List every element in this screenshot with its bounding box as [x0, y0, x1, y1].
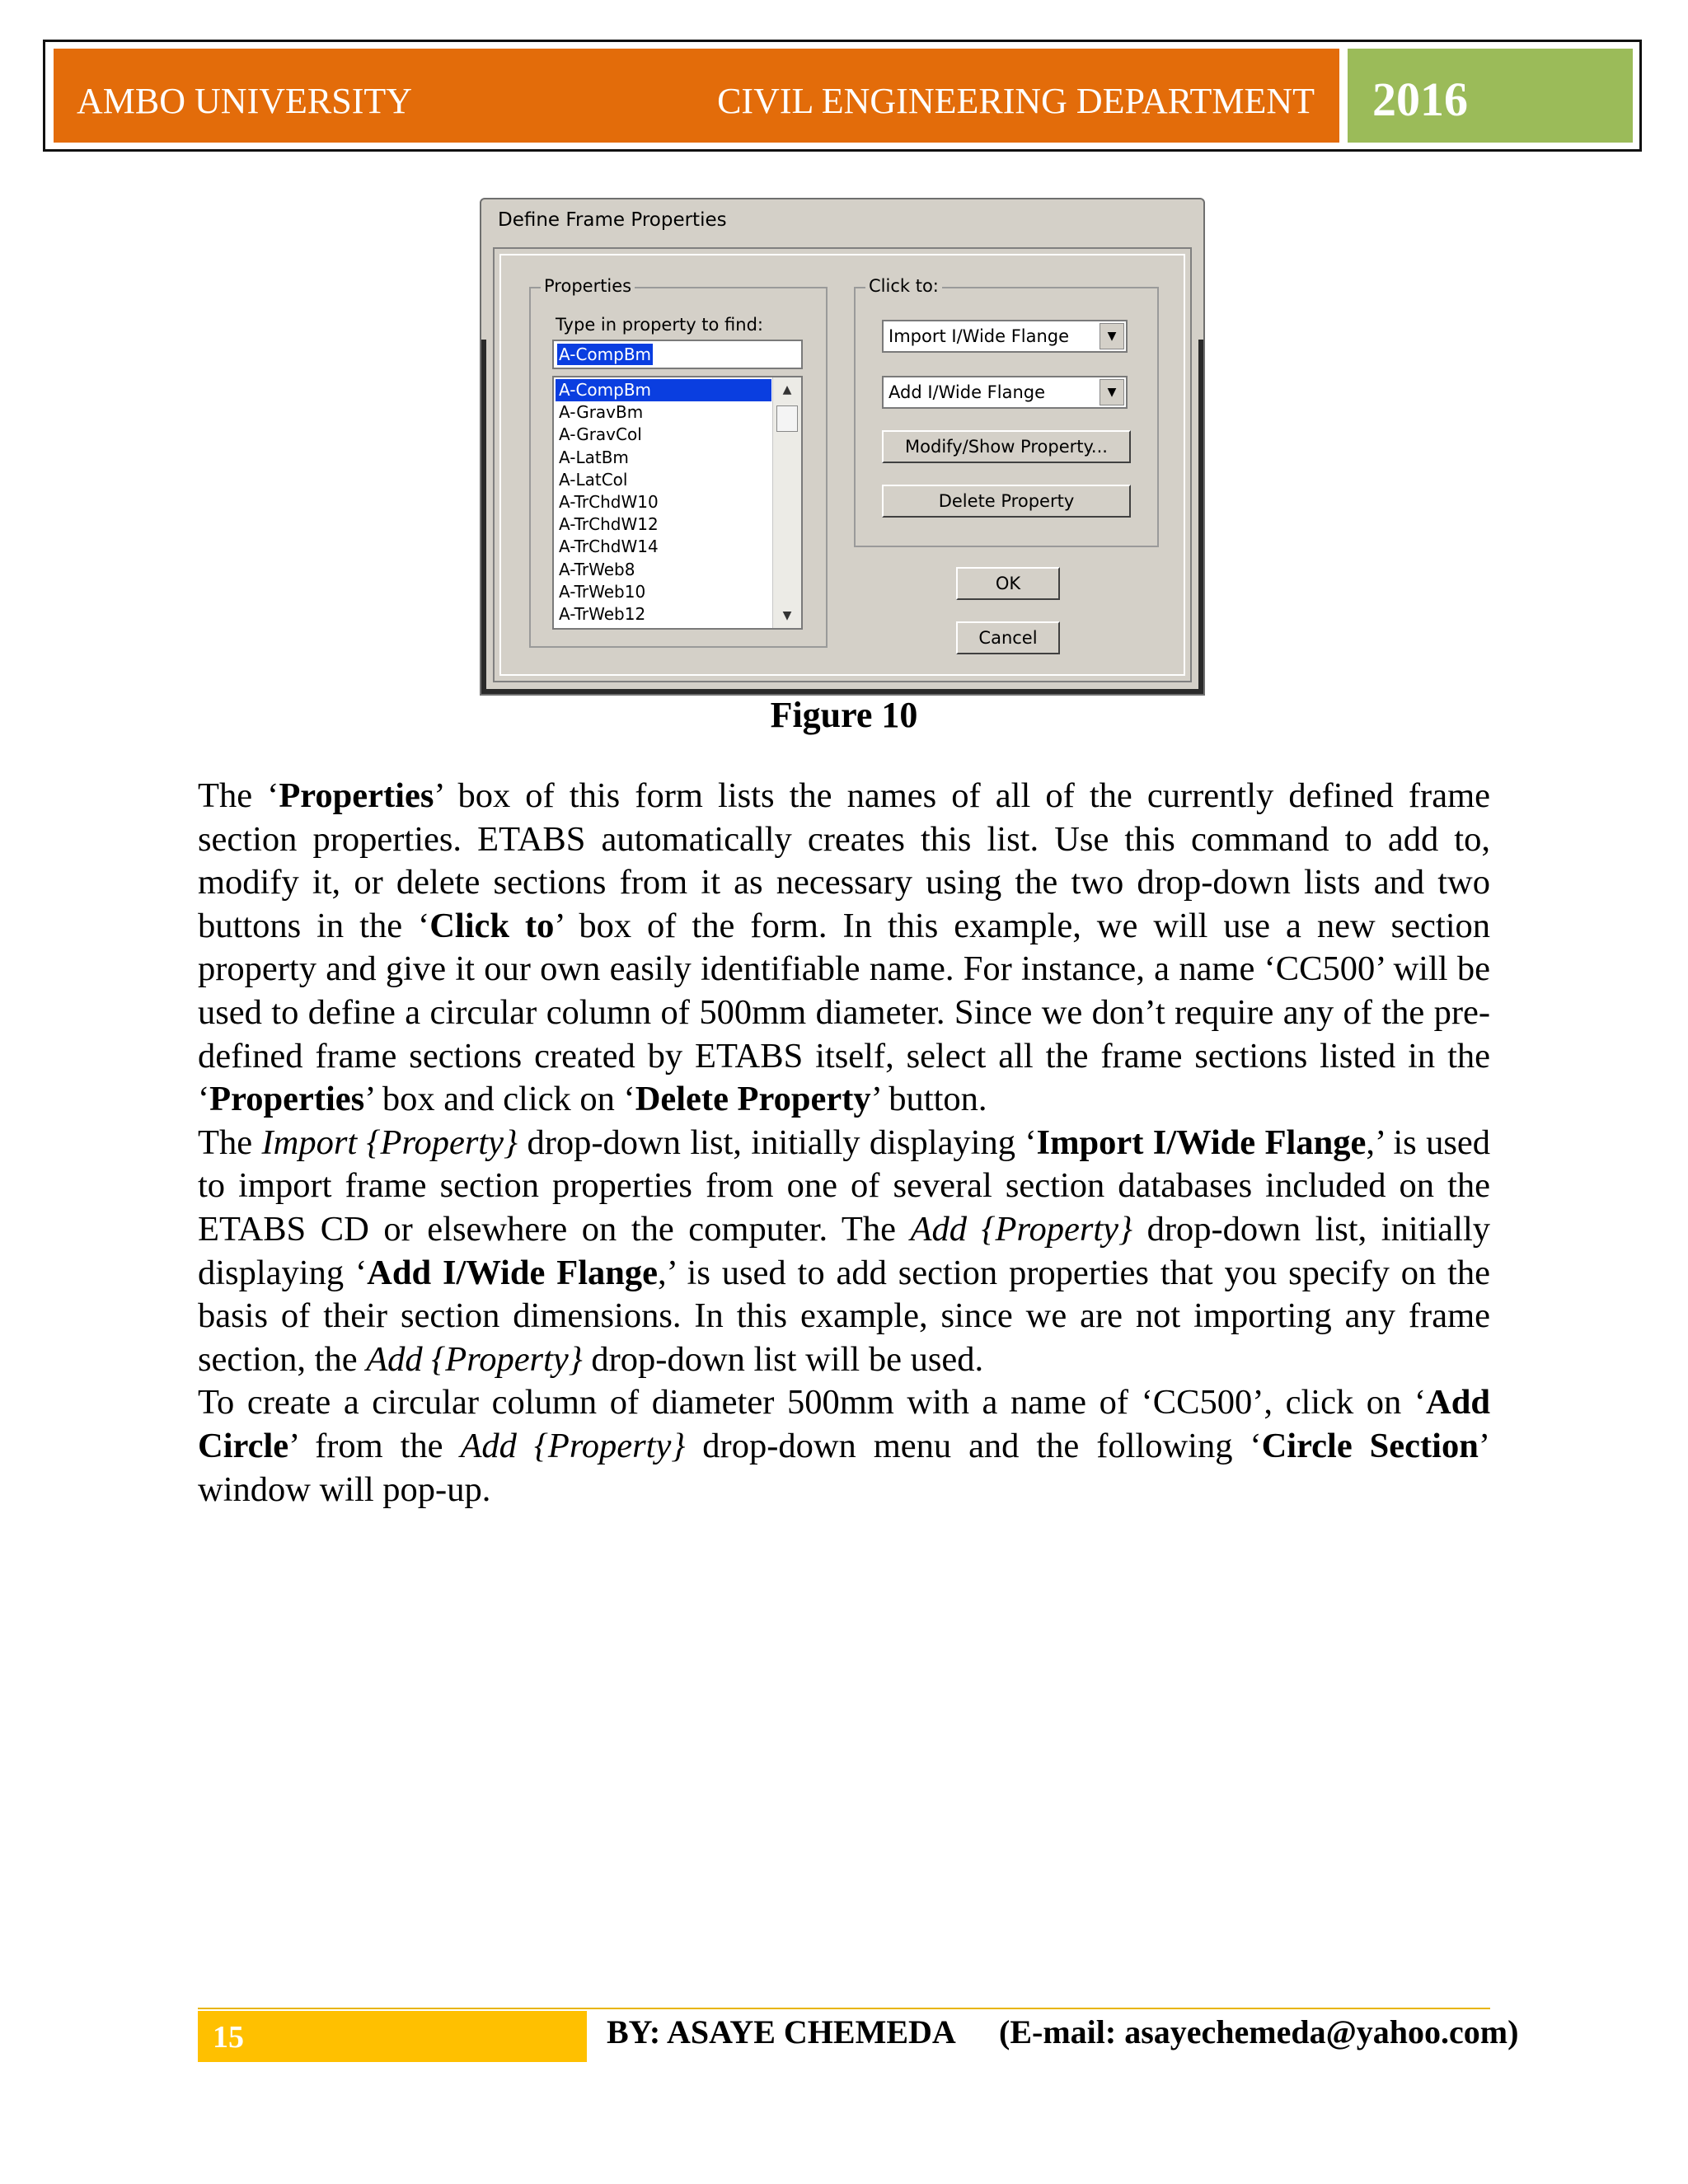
scroll-up-arrow-icon[interactable]: ▲ — [782, 383, 792, 396]
add-property-dropdown[interactable] — [882, 376, 1128, 409]
find-property-input[interactable] — [552, 340, 803, 369]
bold-term: Add Circle — [198, 1383, 1490, 1465]
add-dropdown-value: Add I/Wide Flange — [889, 382, 1046, 402]
property-list-item[interactable]: A-LatBm — [559, 447, 629, 467]
text-run: The ‘ — [198, 776, 279, 815]
ok-button[interactable]: OK — [956, 567, 1060, 600]
text-run: drop-down list will be used. — [582, 1339, 984, 1379]
figure-caption: Figure 10 — [770, 695, 918, 735]
header-title-bar — [54, 49, 1339, 143]
footer-author: BY: ASAYE CHEMEDA — [607, 2013, 956, 2050]
page-number: 15 — [213, 2020, 244, 2055]
define-frame-properties-dialog — [480, 198, 1205, 696]
text-run: The — [198, 1122, 262, 1162]
property-list-item[interactable]: A-TrWeb10 — [559, 581, 646, 602]
bold-term: Delete Property — [635, 1080, 871, 1119]
text-run: drop-down list, initially displaying ‘ — [518, 1122, 1037, 1162]
bold-term: Import I/Wide Flange — [1036, 1122, 1367, 1162]
italic-term: Import {Property} — [261, 1122, 518, 1162]
properties-group — [529, 276, 828, 648]
page-number-box — [198, 2011, 587, 2062]
property-list-item[interactable]: A-LatCol — [559, 469, 628, 490]
footer-email: (E-mail: asayechemeda@yahoo.com) — [999, 2013, 1519, 2050]
text-run: ,’ is used to add section properties that you specify on the basis of their section dimensions. In this example, since we are not importing any frame section, the — [198, 1253, 1491, 1379]
bold-term: Circle Section — [1261, 1426, 1479, 1465]
property-list-item[interactable]: A-GravBm — [559, 402, 644, 423]
import-dropdown-value: Import I/Wide Flange — [889, 326, 1070, 346]
paragraph — [198, 775, 1490, 1122]
header-year-box — [1348, 49, 1633, 143]
property-list-item[interactable]: A-TrChdW10 — [559, 491, 659, 512]
text-run: ’ box of this form lists the names of all of the currently defined frame section properties. ETABS automatically creates this list. Use this command to add to, modify it, or delete sections from it as necessary using the two drop-down lists and two buttons in the ‘ — [198, 776, 1490, 945]
chevron-down-icon[interactable]: ▼ — [1100, 323, 1124, 349]
property-list-scrollbar[interactable] — [772, 377, 801, 628]
property-list-items — [556, 379, 771, 626]
header-university: AMBO UNIVERSITY — [77, 81, 412, 121]
property-list-item[interactable]: A-TrChdW14 — [559, 537, 659, 557]
text-run: ’ window will pop-up. — [198, 1426, 1490, 1509]
cancel-button[interactable]: Cancel — [956, 621, 1060, 654]
page-header — [43, 40, 1642, 152]
bold-term: Properties — [279, 776, 434, 815]
italic-term: Add {Property} — [910, 1209, 1133, 1249]
italic-term: Add {Property} — [366, 1339, 583, 1379]
italic-term: Add {Property} — [460, 1426, 686, 1465]
scroll-thumb[interactable] — [776, 405, 798, 432]
property-list-item[interactable]: A-TrChdW12 — [559, 514, 659, 535]
bold-term: Click to — [429, 906, 555, 945]
property-list-item[interactable]: A-CompBm — [556, 379, 771, 401]
property-list[interactable] — [552, 376, 803, 630]
body-text — [198, 775, 1490, 1511]
click-to-group — [854, 276, 1159, 547]
paragraph — [198, 1381, 1490, 1511]
text-run: ’ box of the form. In this example, we will use a new section property and give it our own easily identifiable name. For instance, a name ‘CC500’ will be used to define a circular column of 500mm diameter. Since we don’t require any of the pre-defined frame sections created by ETABS itself, select all the frame sections listed in the ‘ — [198, 906, 1490, 1119]
footer-rule — [198, 2008, 1490, 2009]
text-run: drop-down list, initially displaying ‘ — [198, 1209, 1491, 1292]
bold-term: Properties — [209, 1080, 365, 1119]
text-run: To create a circular column of diameter 500mm with a name of ‘CC500’, click on ‘ — [198, 1383, 1427, 1422]
text-run: ,’ is used to import frame section properties from one of several section databases included on the ETABS CD or elsewhere on the computer. The — [198, 1122, 1491, 1249]
delete-property-button[interactable]: Delete Property — [882, 485, 1131, 518]
text-run: ’ from the — [288, 1426, 461, 1465]
chevron-down-icon[interactable]: ▼ — [1100, 379, 1124, 405]
bold-term: Add I/Wide Flange — [367, 1253, 659, 1292]
import-property-dropdown[interactable] — [882, 320, 1128, 353]
text-run: ’ button. — [870, 1080, 987, 1119]
find-property-label: Type in property to find: — [556, 315, 763, 335]
header-department: CIVIL ENGINEERING DEPARTMENT — [717, 81, 1315, 121]
header-year: 2016 — [1372, 73, 1468, 126]
find-property-value: A-CompBm — [559, 344, 652, 364]
property-list-item[interactable]: A-GravCol — [559, 424, 642, 445]
text-run: ’ box and click on ‘ — [364, 1080, 635, 1119]
text-run: drop-down menu and the following ‘ — [685, 1426, 1262, 1465]
property-list-item[interactable]: A-TrWeb8 — [559, 559, 635, 579]
modify-show-property-button[interactable]: Modify/Show Property... — [882, 430, 1131, 463]
paragraph — [198, 1122, 1490, 1382]
scroll-down-arrow-icon[interactable]: ▼ — [782, 609, 792, 622]
click-to-group-legend: Click to: — [865, 276, 942, 296]
dialog-title: Define Frame Properties — [498, 209, 727, 231]
properties-group-legend: Properties — [541, 276, 635, 296]
property-list-item[interactable]: A-TrWeb12 — [559, 603, 646, 624]
